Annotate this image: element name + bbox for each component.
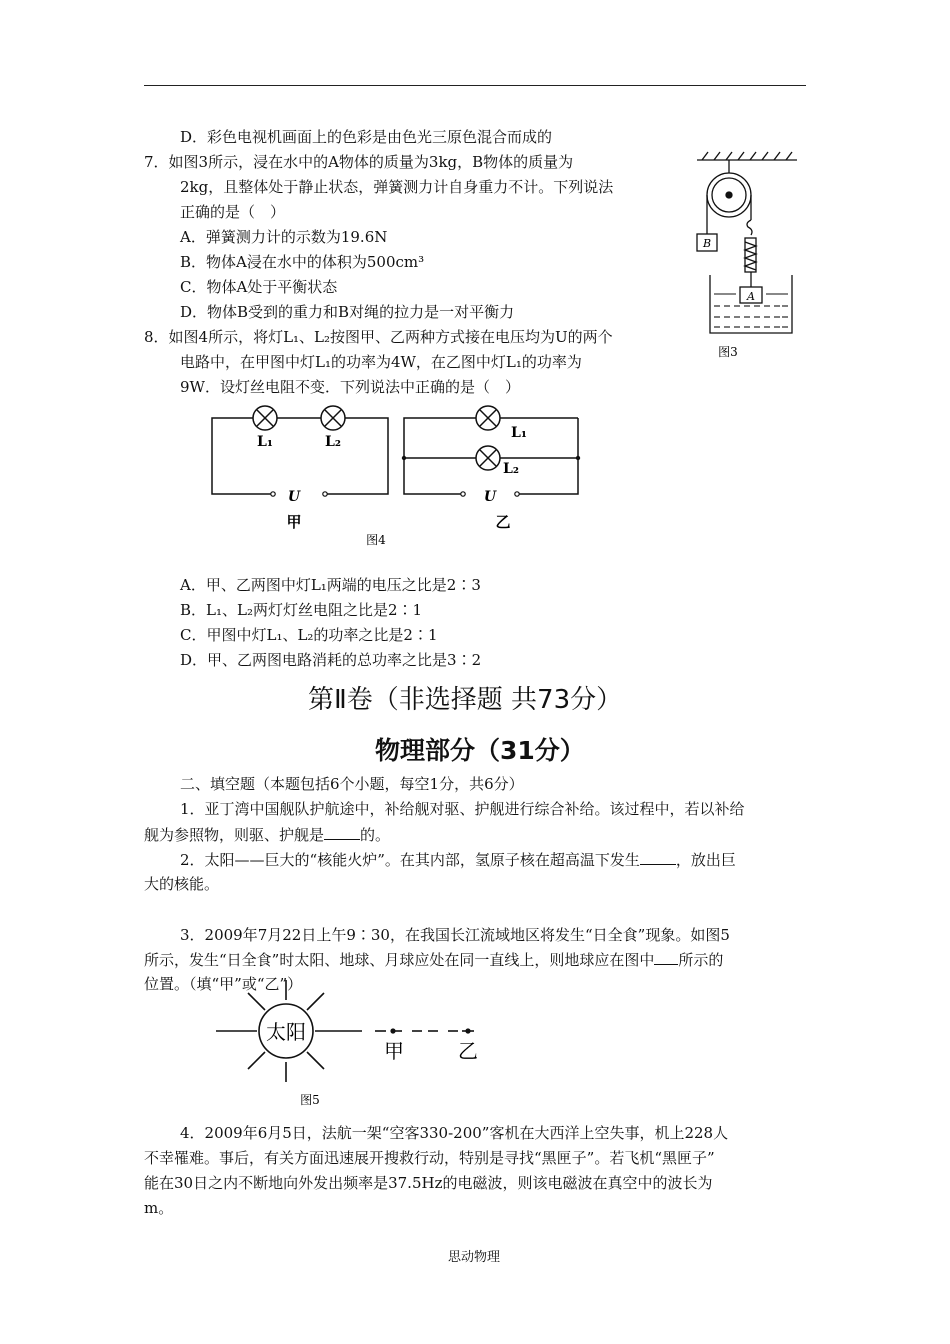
fig3-label-a: A [747,290,755,303]
fig4-caption: 图4 [366,533,386,547]
q7-option-a: A．弹簧测力计的示数为19.6N [180,228,388,246]
fig4-yi-u: U [483,489,497,505]
q7-option-b: B．物体A浸在水中的体积为500cm³ [180,253,425,271]
figure-5 [212,978,492,1110]
fill-q4-line2: 不幸罹难。事后，有关方面迅速展开搜救行动，特别是寻找“黑匣子”。若飞机“黑匣子” [144,1149,715,1167]
fill-q3-line1: 3．2009年7月22日上午9∶30，在我国长江流域地区将发生“日全食”现象。如图5 [180,926,730,944]
fig5-yi-label: 乙 [458,1039,478,1063]
section2-subtitle: 物理部分（31分） [375,736,585,765]
q8-stem-line2: 电路中，在甲图中灯L₁的功率为4W，在乙图中灯L₁的功率为 [180,353,582,371]
fill-q3-blank[interactable] [654,948,678,965]
q8-option-d: D．甲、乙两图电路消耗的总功率之比是3∶2 [180,651,482,669]
fill-q1-line1: 1．亚丁湾中国舰队护航途中，补给舰对驱、护舰进行综合补给。该过程中，若以补给 [180,800,745,818]
q7-option-c: C．物体A处于平衡状态 [180,278,338,296]
fig4-jia-l1: L₁ [257,434,273,450]
section2-title: 第Ⅱ卷（非选择题 共73分） [308,685,623,715]
fig3-caption: 图3 [718,345,738,359]
q8-stem-line3: 9W．设灯丝电阻不变．下列说法中正确的是（ ） [180,378,520,396]
figure-3 [692,150,802,365]
fill-q2-line1: 2．太阳——巨大的“核能火炉”。在其内部，氢原子核在超高温下发生 ，放出巨 [180,848,736,871]
fig3-label-b: B [702,237,712,250]
figure-4 [205,400,590,550]
fig5-jia-label: 甲 [384,1039,404,1063]
q8-option-b: B．L₁、L₂两灯灯丝电阻之比是2∶1 [180,601,423,619]
q7-option-d: D．物体B受到的重力和B对绳的拉力是一对平衡力 [180,303,515,321]
q8-option-a: A．甲、乙两图中灯L₁两端的电压之比是2∶3 [180,576,481,594]
q7-stem-line3: 正确的是（ ） [180,203,286,221]
fig5-caption: 图5 [300,1093,320,1107]
fill-q2-blank[interactable] [640,848,676,865]
fill-q1-blank[interactable] [324,823,360,840]
fill-q2-line2: 大的核能。 [144,875,220,893]
fill-q4-line3: 能在30日之内不断地向外发出频率是37.5Hz的电磁波，则该电磁波在真空中的波长为 [144,1174,713,1192]
fig4-yi-l1: L₁ [511,425,527,441]
fill-q3-line2: 所示，发生“日全食”时太阳、地球、月球应处在同一直线上，则地球应在图中 所示的 [144,948,723,971]
fig4-yi-label: 乙 [495,513,511,531]
fig4-jia-label: 甲 [286,513,302,531]
q7-stem-line1: 7．如图3所示，浸在水中的A物体的质量为3kg，B物体的质量为 [144,153,574,171]
q7-stem-line2: 2kg，且整体处于静止状态，弹簧测力计自身重力不计。下列说法 [180,178,614,196]
fig5-sun-label: 太阳 [266,1020,306,1044]
fig4-jia-u: U [287,489,301,505]
q8-option-c: C．甲图中灯L₁、L₂的功率之比是2∶1 [180,626,438,644]
q8-stem-line1: 8．如图4所示，将灯L₁、L₂按图甲、乙两种方式接在电压均为U的两个 [144,328,613,346]
fill-q1-line2: 舰为参照物，则驱、护舰是 的。 [144,823,390,846]
page-footer: 思动物理 [448,1250,501,1265]
fig4-jia-l2: L₂ [325,434,341,450]
fill-q4-line4: m。 [144,1199,174,1217]
fig4-yi-l2: L₂ [503,461,519,477]
header-rule [144,85,806,86]
fill-q4-line1: 4．2009年6月5日，法航一架“空客330-200”客机在大西洋上空失事，机上228人 [180,1124,729,1142]
fill-q3-line3: 位置。（填“甲”或“乙”） [144,975,303,993]
fill-heading: 二、填空题（本题包括6个小题，每空1分，共6分） [180,775,524,793]
q6-option-d: D．彩色电视机画面上的色彩是由色光三原色混合而成的 [180,128,553,146]
